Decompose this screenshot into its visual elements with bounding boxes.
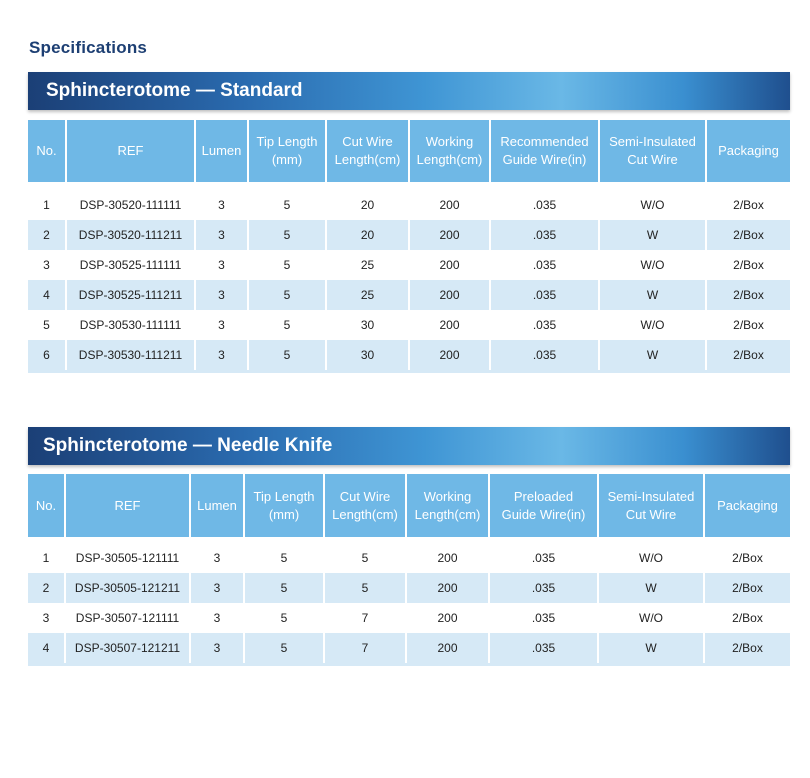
table-cell: .035	[489, 603, 598, 633]
table-cell: W/O	[599, 186, 706, 220]
table-cell: 3	[28, 603, 65, 633]
table-cell: 3	[195, 250, 248, 280]
table-cell: W	[599, 280, 706, 310]
table-row	[28, 220, 790, 250]
column-header	[65, 474, 190, 540]
table-cell: W/O	[599, 310, 706, 340]
table-cell: W/O	[598, 540, 704, 573]
column-header-text: Cut Wire	[342, 134, 393, 149]
table-cell: 2/Box	[704, 603, 790, 633]
table-cell: 5	[248, 280, 326, 310]
column-header-text: Recommended	[500, 134, 589, 149]
table-cell: 7	[324, 603, 406, 633]
column-header-text: No.	[36, 143, 57, 158]
table-cell: 200	[409, 250, 490, 280]
table-cell: 2/Box	[704, 540, 790, 573]
table-cell: 1	[28, 186, 66, 220]
table-cell: 4	[28, 280, 66, 310]
column-header	[244, 474, 324, 540]
table-cell: 3	[195, 280, 248, 310]
table-cell: 200	[409, 186, 490, 220]
table-cell: 25	[326, 250, 409, 280]
table-cell: DSP-30507-121211	[65, 633, 190, 665]
table-cell: .035	[490, 280, 599, 310]
table-cell: 3	[195, 220, 248, 250]
table-row	[28, 280, 790, 310]
table-cell: .035	[490, 250, 599, 280]
table-cell: W/O	[599, 250, 706, 280]
column-header-text: Cut Wire	[627, 152, 678, 167]
table-cell: 200	[406, 603, 489, 633]
table-cell: DSP-30525-111111	[66, 250, 195, 280]
column-header-text: Cut Wire	[625, 506, 677, 522]
table-cell: DSP-30525-111211	[66, 280, 195, 310]
column-header	[326, 120, 409, 186]
table-row	[28, 340, 790, 372]
table-cell: .035	[490, 186, 599, 220]
column-header-text: Length(cm)	[416, 152, 483, 167]
table-cell: 2/Box	[706, 310, 790, 340]
column-header	[28, 120, 66, 186]
column-header	[324, 474, 406, 540]
table-cell: 1	[28, 540, 65, 573]
table-cell: 20	[326, 220, 409, 250]
column-header	[490, 120, 599, 186]
table-cell: .035	[489, 573, 598, 603]
table-cell: .035	[490, 310, 599, 340]
table-cell: DSP-30530-111111	[66, 310, 195, 340]
table-body	[28, 186, 790, 372]
table-cell: 5	[248, 220, 326, 250]
table-row	[28, 310, 790, 340]
column-header-text: Cut Wire	[339, 488, 391, 504]
page-title: Specifications	[29, 38, 148, 57]
table-header	[28, 120, 790, 186]
table-cell: 4	[28, 633, 65, 665]
table-cell: 3	[190, 573, 244, 603]
table-cell: 2/Box	[706, 220, 790, 250]
table-cell: 2	[28, 220, 66, 250]
column-header-text: Working	[423, 488, 472, 504]
table-row	[28, 603, 790, 633]
table-row	[28, 573, 790, 603]
column-header	[599, 120, 706, 186]
column-header-text: Semi-Insulated	[609, 134, 696, 149]
table-cell: DSP-30505-121211	[65, 573, 190, 603]
table-cell: 5	[248, 340, 326, 372]
spec-table-standard	[28, 120, 790, 373]
table-header	[28, 474, 790, 540]
column-header	[66, 120, 195, 186]
column-header	[195, 120, 248, 186]
table-cell: 2/Box	[706, 280, 790, 310]
table-cell: 2/Box	[706, 340, 790, 372]
column-header	[406, 474, 489, 540]
table-cell: 200	[409, 340, 490, 372]
table-cell: 5	[248, 186, 326, 220]
column-header	[706, 120, 790, 186]
table-cell: 200	[409, 310, 490, 340]
table-cell: DSP-30507-121111	[65, 603, 190, 633]
table-cell: 5	[248, 250, 326, 280]
table-cell: 200	[409, 220, 490, 250]
table-cell: 6	[28, 340, 66, 372]
column-header-text: Tip Length	[253, 488, 315, 504]
column-header	[409, 120, 490, 186]
table-cell: W	[598, 573, 704, 603]
table-cell: DSP-30505-121111	[65, 540, 190, 573]
table-cell: 3	[190, 633, 244, 665]
column-header-text: Length(cm)	[334, 152, 401, 167]
table-cell: 5	[244, 603, 324, 633]
table-cell: 5	[248, 310, 326, 340]
column-header	[704, 474, 790, 540]
column-header-text: Guide Wire(in)	[502, 152, 587, 167]
column-header-text: REF	[117, 143, 144, 158]
table-cell: 3	[190, 603, 244, 633]
table-cell: 5	[28, 310, 66, 340]
table-cell: 5	[244, 633, 324, 665]
table-cell: 200	[406, 540, 489, 573]
table-cell: 3	[195, 310, 248, 340]
column-header-text: Working	[425, 134, 474, 149]
table-cell: 5	[244, 573, 324, 603]
table-cell: W/O	[598, 603, 704, 633]
column-header-text: Preloaded	[513, 488, 574, 504]
column-header-text: Lumen	[197, 497, 237, 513]
spec-table-needle-knife	[28, 474, 790, 666]
table-cell: .035	[490, 220, 599, 250]
table-cell: 2/Box	[704, 573, 790, 603]
table-row	[28, 540, 790, 573]
table-cell: .035	[489, 540, 598, 573]
table-cell: W	[599, 340, 706, 372]
table-cell: 30	[326, 340, 409, 372]
table-cell: 30	[326, 310, 409, 340]
table-cell: 5	[244, 540, 324, 573]
table-cell: .035	[489, 633, 598, 665]
table-cell: 3	[190, 540, 244, 573]
column-header-text: Semi-Insulated	[607, 488, 695, 504]
column-header-text: Packaging	[718, 143, 779, 158]
column-header-text: Lumen	[201, 143, 242, 158]
column-header-text: Packaging	[717, 497, 778, 513]
table-cell: .035	[490, 340, 599, 372]
table-cell: 5	[324, 573, 406, 603]
column-header	[28, 474, 65, 540]
table-cell: W	[599, 220, 706, 250]
column-header	[248, 120, 326, 186]
column-header	[598, 474, 704, 540]
table-cell: 3	[195, 186, 248, 220]
section-title-needle-knife: Sphincterotome — Needle Knife	[28, 427, 790, 465]
table-cell: 3	[195, 340, 248, 372]
column-header	[190, 474, 244, 540]
column-header-text: Tip Length	[256, 134, 318, 149]
column-header-text: No.	[35, 497, 57, 513]
table-cell: 200	[409, 280, 490, 310]
table-cell: DSP-30520-111111	[66, 186, 195, 220]
table-cell: 3	[28, 250, 66, 280]
column-header-text: REF	[114, 497, 141, 513]
column-header-text: Guide Wire(in)	[501, 506, 586, 522]
table-cell: 7	[324, 633, 406, 665]
column-header-text: (mm)	[268, 506, 300, 522]
table-cell: 20	[326, 186, 409, 220]
table-cell: 25	[326, 280, 409, 310]
table-row	[28, 633, 790, 665]
section-title-standard: Sphincterotome — Standard	[28, 72, 790, 110]
table-cell: 200	[406, 573, 489, 603]
table-cell: DSP-30520-111211	[66, 220, 195, 250]
column-header-text: Length(cm)	[332, 506, 398, 522]
table-cell: 2	[28, 573, 65, 603]
table-cell: 200	[406, 633, 489, 665]
table-cell: 2/Box	[706, 250, 790, 280]
table-cell: 2/Box	[704, 633, 790, 665]
column-header-text: Length(cm)	[414, 506, 481, 522]
table-cell: DSP-30530-111211	[66, 340, 195, 372]
column-header-text: (mm)	[271, 152, 303, 167]
table-cell: 2/Box	[706, 186, 790, 220]
column-header	[489, 474, 598, 540]
table-row	[28, 250, 790, 280]
table-row	[28, 186, 790, 220]
table-cell: W	[598, 633, 704, 665]
table-body	[28, 540, 790, 665]
table-cell: 5	[324, 540, 406, 573]
